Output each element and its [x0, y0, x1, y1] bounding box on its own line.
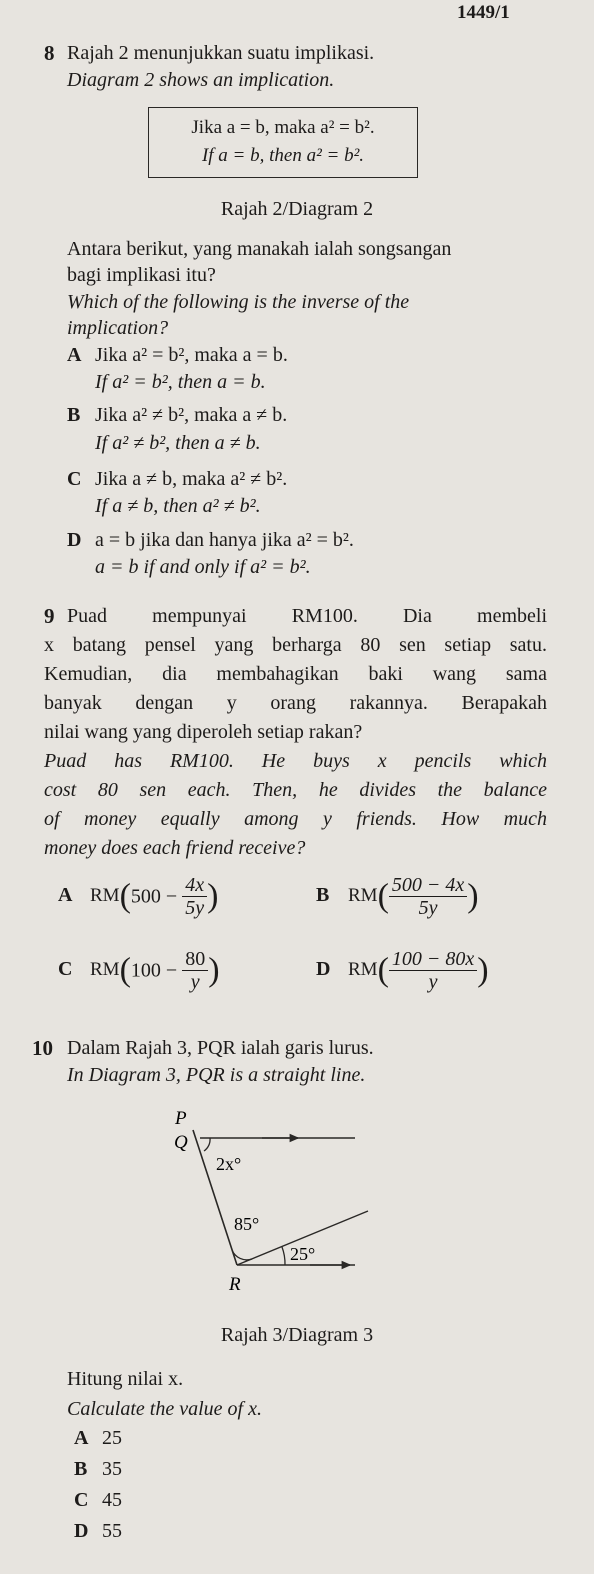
label-p: P: [175, 1108, 187, 1129]
q9-ms-line-5: nilai wang yang diperoleh setiap rakan?: [44, 721, 363, 743]
q8-option-d-en: a = b if and only if a² = b².: [95, 556, 311, 578]
angle-arc-2x: [204, 1138, 210, 1151]
q10-prompt-en: Calculate the value of x.: [67, 1398, 262, 1420]
option-letter: C: [58, 958, 73, 981]
option-prefix: RM: [348, 885, 378, 907]
q10-intro-en: In Diagram 3, PQR is a straight line.: [67, 1064, 366, 1086]
q8-option-a[interactable]: [67, 342, 288, 368]
q8-number: 8: [44, 41, 55, 65]
option-value: 55: [102, 1520, 122, 1542]
option-numerator: 100 − 80x: [389, 948, 477, 971]
q9-ms-line-4: banyak dengan y orang rakannya. Berapakah: [44, 692, 547, 714]
implication-box: [148, 107, 418, 178]
box-line-en: If a = b, then a² = b².: [201, 145, 365, 166]
option-letter: C: [74, 1489, 89, 1511]
q9-ms-line-1: Puad mempunyai RM100. Dia membeli: [67, 605, 547, 627]
q8-option-a-en: If a² = b², then a = b.: [95, 371, 266, 393]
option-value: 45: [102, 1489, 122, 1511]
option-value: 25: [102, 1427, 122, 1449]
q8-question-ms-1: Antara berikut, yang manakah ialah songsangan: [67, 238, 452, 260]
option-text-ms: Jika a² = b², maka a = b.: [95, 344, 288, 366]
option-prefix: RM: [348, 959, 378, 981]
q10-caption: Rajah 3/Diagram 3: [220, 1324, 374, 1346]
label-r: R: [229, 1274, 241, 1295]
q10-number: 10: [32, 1036, 53, 1060]
q10-option-b[interactable]: [74, 1456, 122, 1482]
option-denominator: 5y: [418, 897, 438, 919]
q8-intro-en: Diagram 2 shows an implication.: [67, 69, 335, 91]
q9-ms-line-2: x batang pensel yang berharga 80 sen setiap satu.: [44, 634, 547, 656]
q8-intro-ms: Rajah 2 menunjukkan suatu implikasi.: [67, 42, 375, 64]
option-prefix: RM: [90, 959, 120, 981]
angle-label-mid: 85°: [234, 1214, 260, 1234]
q8-option-c[interactable]: [67, 466, 287, 492]
q9-option-b[interactable]: B RM( $\frac{500 - 4x}{5y}$ ): [316, 874, 479, 919]
option-text-ms: Jika a² ≠ b², maka a ≠ b.: [95, 404, 288, 426]
option-letter: C: [67, 468, 82, 490]
option-numerator: 500 − 4x: [389, 874, 467, 897]
option-letter: A: [58, 884, 73, 907]
angle-label-top: 2x°: [216, 1154, 242, 1174]
q8-option-c-en: If a ≠ b, then a² ≠ b².: [95, 495, 261, 517]
option-letter: D: [74, 1520, 89, 1542]
option-text-ms: a = b jika dan hanya jika a² = b².: [95, 529, 354, 551]
line-pqr: [193, 1130, 237, 1265]
angle-arc-25: [282, 1247, 285, 1265]
q9-en-line-4: money does each friend receive?: [44, 837, 306, 859]
option-lead: 100 −: [130, 959, 183, 982]
option-letter: B: [316, 884, 330, 907]
option-denominator: y: [428, 971, 438, 993]
option-letter: B: [74, 1458, 88, 1480]
q8-caption: Rajah 2/Diagram 2: [220, 198, 374, 220]
option-numerator: 4x: [182, 874, 207, 897]
q10-option-c[interactable]: [74, 1487, 122, 1513]
q10-option-a[interactable]: [74, 1425, 122, 1451]
option-text-ms: Jika a ≠ b, maka a² ≠ b².: [95, 468, 288, 490]
q9-option-d[interactable]: D RM( $\frac{100 - 80x}{y}$ ): [316, 948, 489, 993]
option-letter: D: [67, 529, 82, 551]
q8-option-d[interactable]: [67, 527, 354, 553]
diagram-3: [0, 1100, 594, 1310]
q8-question-ms-2: bagi implikasi itu?: [67, 264, 216, 286]
option-numerator: 80: [182, 948, 208, 971]
q9-en-line-1: Puad has RM100. He buys x pencils which: [44, 750, 547, 772]
q8-option-b-en: If a² ≠ b², then a ≠ b.: [95, 432, 261, 454]
q9-option-c[interactable]: C RM(100 − $\frac{80}{y}$ ): [58, 948, 220, 993]
q10-prompt-ms: Hitung nilai x.: [67, 1368, 184, 1390]
option-letter: B: [67, 404, 81, 426]
q8-question-en-2: implication?: [67, 317, 169, 339]
q8-question-en-1: Which of the following is the inverse of the: [67, 291, 410, 313]
q9-ms-line-3: Kemudian, dia membahagikan baki wang sama: [44, 663, 547, 685]
option-denominator: 5y: [185, 897, 205, 919]
q9-en-line-2: cost 80 sen each. Then, he divides the balance: [44, 779, 547, 801]
q9-en-line-3: of money equally among y friends. How much: [44, 808, 547, 830]
option-letter: D: [316, 958, 331, 981]
angle-label-bottom: 25°: [290, 1244, 316, 1264]
option-denominator: y: [190, 971, 200, 993]
option-value: 35: [102, 1458, 122, 1480]
paper-code: 1449/1: [457, 2, 510, 23]
q8-option-b[interactable]: [67, 402, 287, 428]
option-letter: A: [74, 1427, 89, 1449]
box-line-ms: Jika a = b, maka a² = b².: [191, 117, 375, 138]
option-prefix: RM: [90, 885, 120, 907]
q10-intro-ms: Dalam Rajah 3, PQR ialah garis lurus.: [67, 1037, 374, 1059]
q9-number: 9: [44, 604, 55, 628]
label-q: Q: [174, 1132, 188, 1153]
q9-option-a[interactable]: A RM(500 − $\frac{4x}{5y}$ ): [58, 874, 219, 919]
option-letter: A: [67, 344, 82, 366]
q10-option-d[interactable]: [74, 1518, 122, 1544]
option-lead: 500 −: [130, 885, 183, 908]
